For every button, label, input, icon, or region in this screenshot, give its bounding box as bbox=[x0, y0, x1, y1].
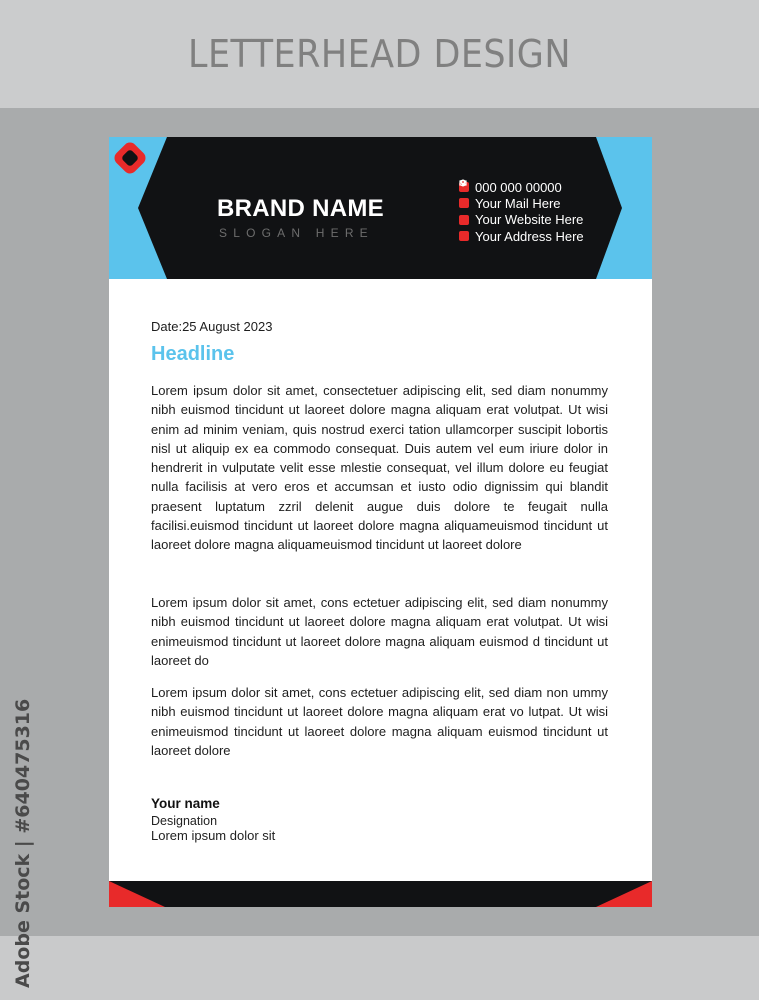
signature-name: Your name bbox=[151, 796, 220, 811]
signature-designation: Designation bbox=[151, 814, 218, 828]
brand-name: BRAND NAME bbox=[217, 195, 384, 222]
contact-text: Your Website Here bbox=[475, 212, 584, 228]
stock-id-watermark: Adobe Stock | #640475316 bbox=[12, 698, 34, 988]
contact-text: Your Address Here bbox=[475, 228, 584, 244]
contact-website bbox=[459, 212, 584, 228]
letterhead-footer bbox=[109, 881, 652, 907]
letterhead-sheet bbox=[109, 137, 652, 907]
letter-headline: Headline bbox=[151, 343, 235, 365]
letterhead-header bbox=[109, 137, 652, 279]
body-paragraph: Lorem ipsum dolor sit amet, cons ectetuer adipiscing elit, sed diam non ummy nibh euismod tincidunt ut laoreet dolore magna aliquam erat vo lutpat. Ut wisi enimeuismod tincidunt ut laoreet dolore magna aliquam euismod tincidunt ut laoreet dolore bbox=[151, 685, 608, 758]
mail-icon bbox=[459, 215, 469, 225]
contact-text: Your Mail Here bbox=[475, 195, 561, 211]
signature-line: Lorem ipsum dolor sit bbox=[151, 828, 276, 843]
contact-mail bbox=[459, 195, 584, 211]
contact-text: 000 000 00000 bbox=[475, 179, 562, 195]
page-title: LETTERHEAD DESIGN bbox=[188, 32, 571, 76]
letter-date: Date:25 August 2023 bbox=[151, 319, 273, 334]
body-paragraph: Lorem ipsum dolor sit amet, cons ectetuer adipiscing elit, sed diam nonummy nibh euismod tincidunt ut laoreet dolore magna aliquam erat volutpat. Ut wisi enimeuismod tincidunt ut laoreet dolore magna aliquam euismod d tincidunt ut laoreet do bbox=[151, 595, 608, 668]
contact-list bbox=[459, 179, 584, 244]
contact-phone bbox=[459, 179, 584, 195]
globe-icon bbox=[459, 198, 469, 208]
body-paragraph: Lorem ipsum dolor sit amet, consectetuer adipiscing elit, sed diam nonummy nibh euismod tincidunt ut laoreet dolore magna aliquam erat volutpat. Ut wisi enim ad minim veniam, quis nostrud exerci tation ullamcorper suscipit lobortis nisl ut aliquip ex ea commodo consequat. Duis autem vel eum iriure dolor in hendrerit in vulputate velit esse mlestie consequat, vel illum dolore eu feugiat nulla facilisis at vero eros et accumsan et iusto odio dignissim qui blandit praesent luptatum zzril delenit augue duis dolore te feugait nulla facilisi.euismod tincidunt ut laoreet dolore magna aliquameuismod tincidunt ut laoreet dolore magna aliquameuismod tincidunt ut laoreet dolore bbox=[151, 383, 608, 553]
brand-logo-icon bbox=[109, 137, 151, 179]
contact-address bbox=[459, 228, 584, 244]
location-pin-icon bbox=[459, 231, 469, 241]
bottom-banner bbox=[0, 936, 759, 1000]
brand-slogan: SLOGAN HERE bbox=[219, 226, 374, 240]
